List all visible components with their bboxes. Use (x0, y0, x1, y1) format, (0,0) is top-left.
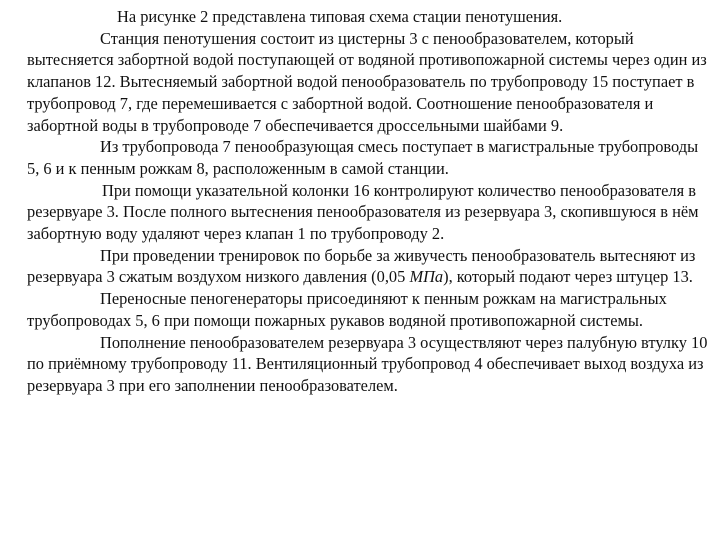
paragraph-mixture-supply: Из трубопровода 7 пенообразующая смесь поступает в магистральные трубопроводы 5, 6 и к пенным рожкам 8, расположенным в самой станции. (27, 137, 699, 178)
paragraph-training-text-before: При проведении тренировок по борьбе за живучесть пенообразователь вытесняют из резервуара 3 сжатым воздухом низкого давления (0,05 (27, 245, 696, 287)
paragraph-training (27, 245, 712, 288)
paragraph-level-control: При помощи указательной колонки 16 контролируют количество пенообразователя в резервуаре 3. После полного вытеснения пенообразователя из резервуара 3, скопившуюся в нём забортную воду удаляют через клапан 1 по трубопроводу 2. (27, 180, 699, 244)
paragraph-station-composition: Станция пенотушения состоит из цистерны 3 с пенообразователем, который вытесняется забортной водой поступающей от водяной противопожарной системы через один из клапанов 12. Вытесняемый забортной водой пенообразователь по трубопроводу 15 поступает в трубопровод 7, где перемешивается с забортной водой. Соотношение пенообразователя и забортной воды в трубопроводе 7 обеспечивается дроссельными шайбами 9. (27, 28, 707, 135)
paragraph-refilling: Пополнение пенообразователем резервуара 3 осуществляют через палубную втулку 10 по приёмному трубопроводу 11. Вентиляционный трубопровод 4 обеспечивает выход воздуха из резервуара 3 при его заполнении пенообразователем. (27, 332, 708, 395)
pressure-unit: МПа (409, 267, 444, 287)
paragraph-training-text-after: ), который подают через штуцер 13. (443, 267, 693, 287)
paragraph-intro: На рисунке 2 представлена типовая схема стации пенотушения. (117, 7, 563, 26)
paragraph-portable-generators: Переносные пеногенераторы присоединяют к пенным рожкам на магистральных трубопроводах 5, 6 при помощи пожарных рукавов водяной противопожарной системы. (27, 289, 667, 330)
